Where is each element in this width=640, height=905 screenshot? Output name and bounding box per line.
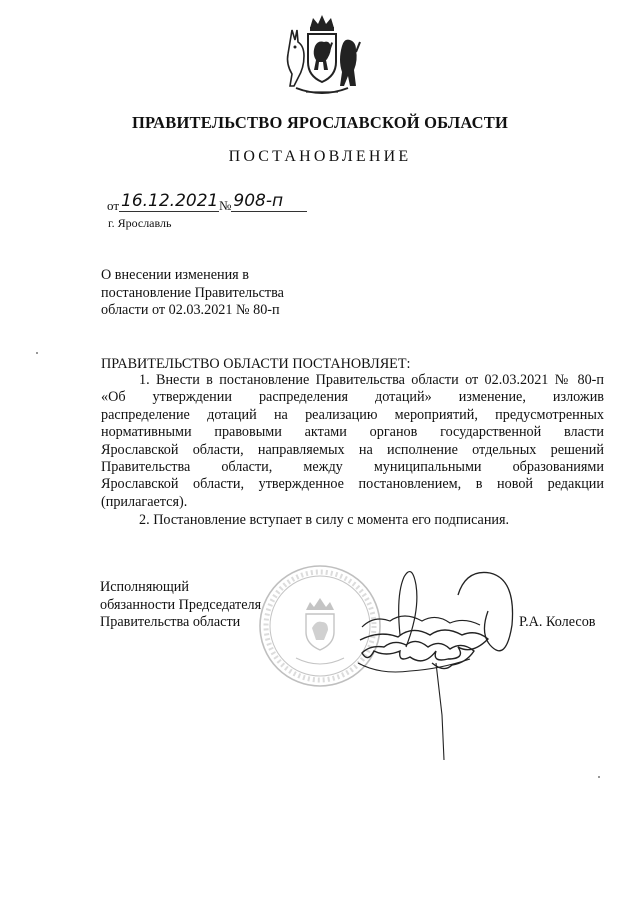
yaroslavl-coat-of-arms-icon (282, 12, 362, 100)
handwritten-number: 908-п (231, 191, 307, 212)
paragraph-line: распределение дотаций на реализацию мероприятий, предусмотренных (101, 406, 604, 423)
subject-line: области от 02.03.2021 № 80-п (101, 302, 280, 318)
paragraph-line: «Об утверждении распределения дотаций» изменение, изложив (101, 389, 604, 406)
number-prefix: № (219, 198, 232, 213)
document-subject (101, 267, 331, 320)
signer-position-line: Правительства области (100, 614, 241, 631)
subject-line: постановление Правительства (101, 284, 284, 301)
paragraph-1 (101, 372, 604, 511)
paragraph-line: нормативными правовыми актами органов государственной власти (101, 424, 604, 441)
date-prefix: от (107, 198, 120, 213)
signer-name: Р.А. Колесов (519, 614, 596, 630)
paragraph-line: 2. Постановление вступает в силу с момента его подписания. (139, 512, 510, 528)
resolves-heading: ПРАВИТЕЛЬСТВО ОБЛАСТИ ПОСТАНОВЛЯЕТ: (101, 356, 411, 372)
handwritten-signature (340, 555, 540, 765)
paragraph-line: Правительства области, между муниципальными образованиями (101, 458, 604, 475)
signer-position (100, 579, 261, 632)
paragraph-line: Ярославской области, направляемых на исполнение отдельных решений (101, 441, 604, 458)
paragraph-line: 1. Внести в постановление Правительства области от 02.03.2021 № 80-п (139, 372, 604, 388)
date-number-line (107, 191, 307, 216)
scan-speck (36, 352, 38, 354)
subject-line: О внесении изменения в (101, 267, 249, 283)
government-title: ПРАВИТЕЛЬСТВО ЯРОСЛАВСКОЙ ОБЛАСТИ (131, 113, 509, 132)
document-type: ПОСТАНОВЛЕНИЕ (228, 148, 412, 165)
handwritten-date: 16.12.2021 (121, 191, 219, 211)
scan-speck (598, 776, 600, 778)
paragraph-line: (прилагается). (101, 493, 188, 510)
signer-position-line: обязанности Председателя (100, 596, 262, 613)
paragraph-line: Ярославской области, утвержденное постановлением, в новой редакции (101, 476, 604, 493)
paragraph-2 (101, 512, 604, 529)
city-name: г. Ярославль (108, 216, 172, 230)
signer-position-line: Исполняющий (100, 579, 189, 595)
